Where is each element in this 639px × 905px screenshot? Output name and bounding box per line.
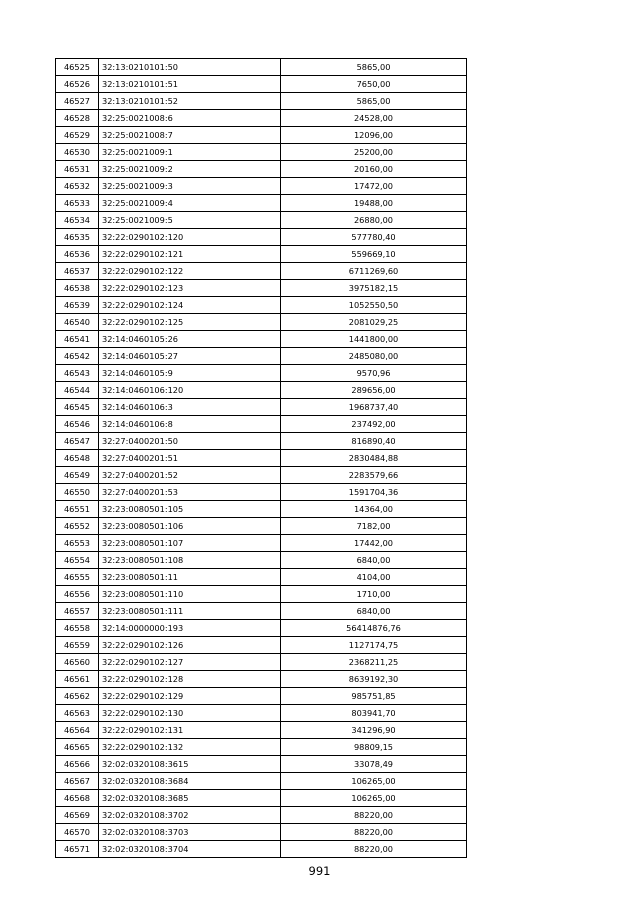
row-id-cell: 46557 — [56, 603, 99, 620]
row-id-cell: 46555 — [56, 569, 99, 586]
row-id-cell: 46531 — [56, 161, 99, 178]
table-row — [56, 501, 467, 518]
table-row — [56, 790, 467, 807]
value-cell: 341296,90 — [281, 722, 467, 739]
row-id-cell: 46532 — [56, 178, 99, 195]
cadastral-number-cell: 32:13:0210101:50 — [99, 59, 281, 76]
cadastral-number-cell: 32:25:0021008:6 — [99, 110, 281, 127]
cadastral-number-cell: 32:14:0460106:120 — [99, 382, 281, 399]
table-row — [56, 399, 467, 416]
table-row — [56, 552, 467, 569]
cadastral-number-cell: 32:22:0290102:131 — [99, 722, 281, 739]
table-row — [56, 161, 467, 178]
value-cell: 6711269,60 — [281, 263, 467, 280]
table-row — [56, 637, 467, 654]
cadastral-number-cell: 32:25:0021009:5 — [99, 212, 281, 229]
cadastral-number-cell: 32:02:0320108:3685 — [99, 790, 281, 807]
row-id-cell: 46535 — [56, 229, 99, 246]
row-id-cell: 46541 — [56, 331, 99, 348]
cadastral-number-cell: 32:02:0320108:3615 — [99, 756, 281, 773]
row-id-cell: 46558 — [56, 620, 99, 637]
value-cell: 816890,40 — [281, 433, 467, 450]
row-id-cell: 46548 — [56, 450, 99, 467]
table-row — [56, 841, 467, 858]
table-row — [56, 178, 467, 195]
cadastral-number-cell: 32:23:0080501:111 — [99, 603, 281, 620]
cadastral-number-cell: 32:25:0021009:2 — [99, 161, 281, 178]
cadastral-number-cell: 32:14:0460105:27 — [99, 348, 281, 365]
value-cell: 12096,00 — [281, 127, 467, 144]
cadastral-number-cell: 32:27:0400201:51 — [99, 450, 281, 467]
cadastral-number-cell: 32:23:0080501:106 — [99, 518, 281, 535]
row-id-cell: 46538 — [56, 280, 99, 297]
table-row — [56, 450, 467, 467]
cadastral-number-cell: 32:13:0210101:52 — [99, 93, 281, 110]
row-id-cell: 46536 — [56, 246, 99, 263]
cadastral-number-cell: 32:22:0290102:121 — [99, 246, 281, 263]
value-cell: 1591704,36 — [281, 484, 467, 501]
value-cell: 98809,15 — [281, 739, 467, 756]
table-row — [56, 535, 467, 552]
cadastral-number-cell: 32:02:0320108:3704 — [99, 841, 281, 858]
cadastral-number-cell: 32:22:0290102:126 — [99, 637, 281, 654]
table-row — [56, 76, 467, 93]
data-table — [55, 58, 467, 858]
row-id-cell: 46544 — [56, 382, 99, 399]
row-id-cell: 46528 — [56, 110, 99, 127]
cadastral-number-cell: 32:23:0080501:107 — [99, 535, 281, 552]
cadastral-number-cell: 32:14:0460106:3 — [99, 399, 281, 416]
table-row — [56, 229, 467, 246]
value-cell: 14364,00 — [281, 501, 467, 518]
row-id-cell: 46556 — [56, 586, 99, 603]
cadastral-number-cell: 32:23:0080501:110 — [99, 586, 281, 603]
row-id-cell: 46529 — [56, 127, 99, 144]
cadastral-number-cell: 32:22:0290102:125 — [99, 314, 281, 331]
value-cell: 803941,70 — [281, 705, 467, 722]
value-cell: 559669,10 — [281, 246, 467, 263]
table-row — [56, 280, 467, 297]
value-cell: 24528,00 — [281, 110, 467, 127]
table-row — [56, 127, 467, 144]
value-cell: 8639192,30 — [281, 671, 467, 688]
row-id-cell: 46559 — [56, 637, 99, 654]
cadastral-number-cell: 32:22:0290102:120 — [99, 229, 281, 246]
cadastral-number-cell: 32:27:0400201:53 — [99, 484, 281, 501]
value-cell: 2283579,66 — [281, 467, 467, 484]
table-row — [56, 467, 467, 484]
value-cell: 88220,00 — [281, 841, 467, 858]
value-cell: 26880,00 — [281, 212, 467, 229]
value-cell: 5865,00 — [281, 59, 467, 76]
value-cell: 106265,00 — [281, 790, 467, 807]
row-id-cell: 46561 — [56, 671, 99, 688]
table-row — [56, 416, 467, 433]
row-id-cell: 46552 — [56, 518, 99, 535]
cadastral-number-cell: 32:25:0021009:3 — [99, 178, 281, 195]
row-id-cell: 46533 — [56, 195, 99, 212]
table-row — [56, 569, 467, 586]
value-cell: 3975182,15 — [281, 280, 467, 297]
value-cell: 1710,00 — [281, 586, 467, 603]
table-row — [56, 620, 467, 637]
table-row — [56, 654, 467, 671]
row-id-cell: 46554 — [56, 552, 99, 569]
row-id-cell: 46562 — [56, 688, 99, 705]
row-id-cell: 46525 — [56, 59, 99, 76]
row-id-cell: 46569 — [56, 807, 99, 824]
row-id-cell: 46565 — [56, 739, 99, 756]
table-row — [56, 144, 467, 161]
table-row — [56, 212, 467, 229]
value-cell: 1127174,75 — [281, 637, 467, 654]
row-id-cell: 46563 — [56, 705, 99, 722]
value-cell: 33078,49 — [281, 756, 467, 773]
table-row — [56, 739, 467, 756]
cadastral-number-cell: 32:02:0320108:3703 — [99, 824, 281, 841]
value-cell: 2081029,25 — [281, 314, 467, 331]
cadastral-number-cell: 32:27:0400201:50 — [99, 433, 281, 450]
cadastral-number-cell: 32:02:0320108:3702 — [99, 807, 281, 824]
row-id-cell: 46570 — [56, 824, 99, 841]
row-id-cell: 46547 — [56, 433, 99, 450]
table-row — [56, 314, 467, 331]
row-id-cell: 46534 — [56, 212, 99, 229]
value-cell: 9570,96 — [281, 365, 467, 382]
table-row — [56, 688, 467, 705]
cadastral-number-cell: 32:22:0290102:123 — [99, 280, 281, 297]
row-id-cell: 46527 — [56, 93, 99, 110]
value-cell: 1968737,40 — [281, 399, 467, 416]
table-row — [56, 484, 467, 501]
row-id-cell: 46571 — [56, 841, 99, 858]
cadastral-number-cell: 32:27:0400201:52 — [99, 467, 281, 484]
value-cell: 1052550,50 — [281, 297, 467, 314]
table-row — [56, 722, 467, 739]
row-id-cell: 46530 — [56, 144, 99, 161]
cadastral-number-cell: 32:22:0290102:124 — [99, 297, 281, 314]
table-row — [56, 518, 467, 535]
value-cell: 6840,00 — [281, 552, 467, 569]
value-cell: 289656,00 — [281, 382, 467, 399]
table-row — [56, 93, 467, 110]
cadastral-number-cell: 32:23:0080501:11 — [99, 569, 281, 586]
row-id-cell: 46540 — [56, 314, 99, 331]
row-id-cell: 46550 — [56, 484, 99, 501]
table-row — [56, 263, 467, 280]
value-cell: 106265,00 — [281, 773, 467, 790]
value-cell: 4104,00 — [281, 569, 467, 586]
table-row — [56, 297, 467, 314]
table-row — [56, 586, 467, 603]
row-id-cell: 46539 — [56, 297, 99, 314]
row-id-cell: 46549 — [56, 467, 99, 484]
row-id-cell: 46566 — [56, 756, 99, 773]
table-row — [56, 365, 467, 382]
table-row — [56, 756, 467, 773]
table-row — [56, 824, 467, 841]
row-id-cell: 46543 — [56, 365, 99, 382]
cadastral-number-cell: 32:22:0290102:127 — [99, 654, 281, 671]
value-cell: 2485080,00 — [281, 348, 467, 365]
value-cell: 2830484,88 — [281, 450, 467, 467]
value-cell: 985751,85 — [281, 688, 467, 705]
row-id-cell: 46551 — [56, 501, 99, 518]
cadastral-number-cell: 32:22:0290102:130 — [99, 705, 281, 722]
table-row — [56, 246, 467, 263]
value-cell: 2368211,25 — [281, 654, 467, 671]
table-row — [56, 382, 467, 399]
cadastral-number-cell: 32:23:0080501:105 — [99, 501, 281, 518]
table-row — [56, 433, 467, 450]
cadastral-number-cell: 32:13:0210101:51 — [99, 76, 281, 93]
cadastral-number-cell: 32:25:0021008:7 — [99, 127, 281, 144]
cadastral-number-cell: 32:02:0320108:3684 — [99, 773, 281, 790]
page-number: 991 — [308, 864, 331, 878]
table-row — [56, 348, 467, 365]
row-id-cell: 46546 — [56, 416, 99, 433]
table-row — [56, 59, 467, 76]
row-id-cell: 46564 — [56, 722, 99, 739]
cadastral-number-cell: 32:14:0000000:193 — [99, 620, 281, 637]
table-row — [56, 110, 467, 127]
value-cell: 17442,00 — [281, 535, 467, 552]
table-row — [56, 807, 467, 824]
value-cell: 88220,00 — [281, 807, 467, 824]
value-cell: 7650,00 — [281, 76, 467, 93]
row-id-cell: 46526 — [56, 76, 99, 93]
value-cell: 20160,00 — [281, 161, 467, 178]
cadastral-number-cell: 32:14:0460105:26 — [99, 331, 281, 348]
value-cell: 88220,00 — [281, 824, 467, 841]
cadastral-number-cell: 32:14:0460106:8 — [99, 416, 281, 433]
cadastral-number-cell: 32:14:0460105:9 — [99, 365, 281, 382]
row-id-cell: 46553 — [56, 535, 99, 552]
cadastral-number-cell: 32:22:0290102:132 — [99, 739, 281, 756]
value-cell: 1441800,00 — [281, 331, 467, 348]
value-cell: 19488,00 — [281, 195, 467, 212]
row-id-cell: 46567 — [56, 773, 99, 790]
table-body — [56, 59, 467, 858]
table-row — [56, 331, 467, 348]
cadastral-number-cell: 32:23:0080501:108 — [99, 552, 281, 569]
value-cell: 237492,00 — [281, 416, 467, 433]
row-id-cell: 46560 — [56, 654, 99, 671]
value-cell: 25200,00 — [281, 144, 467, 161]
cadastral-number-cell: 32:22:0290102:128 — [99, 671, 281, 688]
table-row — [56, 705, 467, 722]
row-id-cell: 46537 — [56, 263, 99, 280]
value-cell: 5865,00 — [281, 93, 467, 110]
table-row — [56, 195, 467, 212]
table-row — [56, 773, 467, 790]
table-row — [56, 603, 467, 620]
cadastral-number-cell: 32:22:0290102:122 — [99, 263, 281, 280]
row-id-cell: 46542 — [56, 348, 99, 365]
cadastral-number-cell: 32:25:0021009:1 — [99, 144, 281, 161]
row-id-cell: 46545 — [56, 399, 99, 416]
cadastral-number-cell: 32:25:0021009:4 — [99, 195, 281, 212]
value-cell: 17472,00 — [281, 178, 467, 195]
value-cell: 577780,40 — [281, 229, 467, 246]
row-id-cell: 46568 — [56, 790, 99, 807]
value-cell: 7182,00 — [281, 518, 467, 535]
value-cell: 56414876,76 — [281, 620, 467, 637]
cadastral-number-cell: 32:22:0290102:129 — [99, 688, 281, 705]
value-cell: 6840,00 — [281, 603, 467, 620]
table-row — [56, 671, 467, 688]
